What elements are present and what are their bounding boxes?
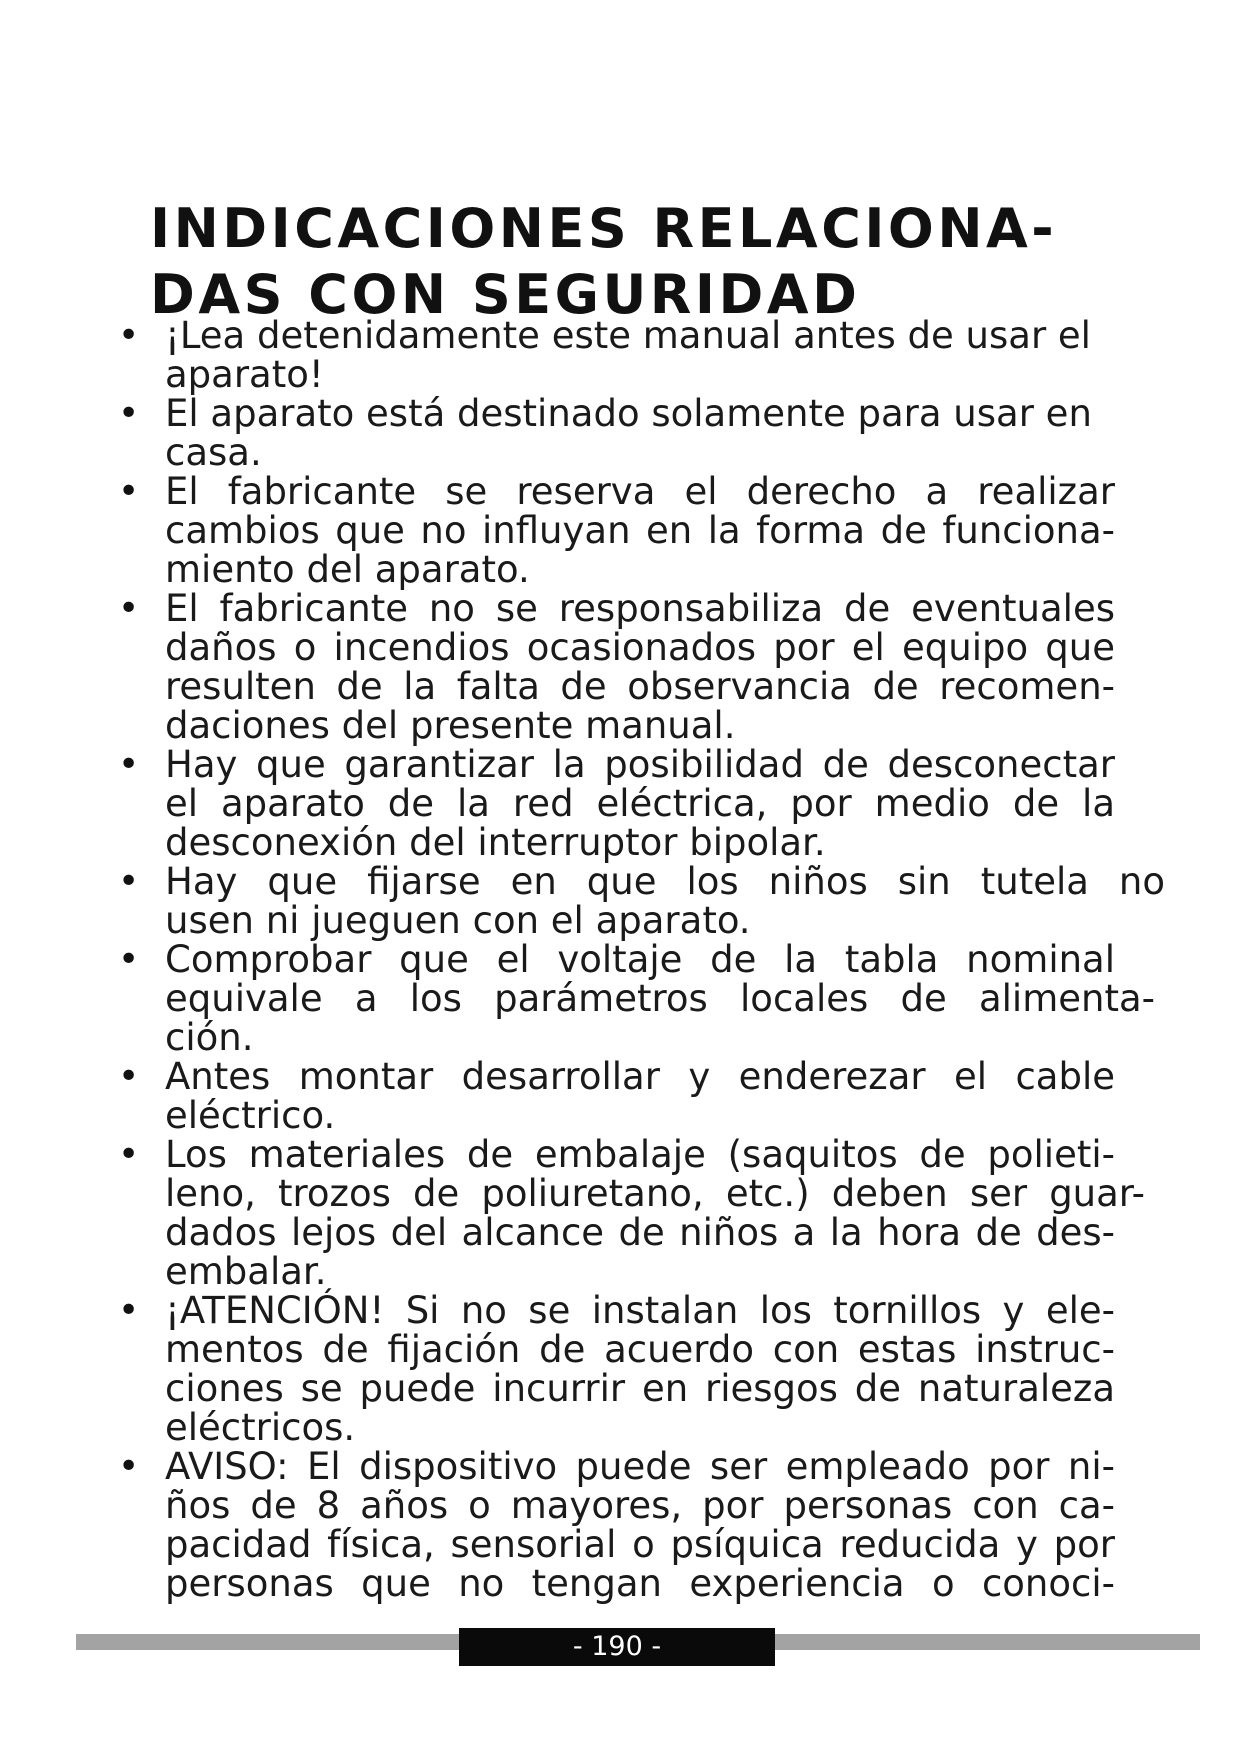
list-item-text: casa.: [165, 431, 262, 474]
list-item-text: dados lejos del alcance de niños a la hora de des-: [165, 1211, 1115, 1254]
list-item-text: ños de 8 años o mayores, por personas con ca-: [165, 1484, 1115, 1527]
list-item-text: ¡ATENCIÓN! Si no se instalan los tornillos y ele-: [165, 1289, 1115, 1332]
bullet-icon: •: [118, 588, 140, 629]
list-item-text: eléctrico.: [165, 1094, 336, 1137]
list-item: [0, 745, 1241, 862]
bullet-icon: •: [118, 1056, 140, 1097]
list-item-text: daciones del presente manual.: [165, 704, 736, 747]
list-item-text: usen ni jueguen con el aparato.: [165, 899, 751, 942]
list-item-text: Antes montar desarrollar y enderezar el cable: [165, 1055, 1115, 1098]
title-line-1: INDICACIONES RELACIONA-: [150, 197, 1058, 261]
list-item-text: embalar.: [165, 1250, 327, 1293]
list-item-text: ciones se puede incurrir en riesgos de naturaleza: [165, 1367, 1115, 1410]
list-item-text: Hay que fijarse en que los niños sin tutela no: [165, 860, 1165, 903]
list-item-text: resulten de la falta de observancia de recomen-: [165, 665, 1115, 708]
list-item: [0, 472, 1241, 589]
list-item-text: mentos de fijación de acuerdo con estas instruc-: [165, 1328, 1115, 1371]
list-item: [0, 589, 1241, 745]
list-item-text: pacidad física, sensorial o psíquica reducida y por: [165, 1523, 1115, 1566]
list-item-text: Hay que garantizar la posibilidad de desconectar: [165, 743, 1115, 786]
list-item-text: leno, trozos de poliuretano, etc.) deben ser guar-: [165, 1172, 1145, 1215]
list-item: [0, 1447, 1241, 1603]
bullet-icon: •: [118, 861, 140, 902]
list-item-text: el aparato de la red eléctrica, por medio de la: [165, 782, 1115, 825]
list-item-text: AVISO: El dispositivo puede ser empleado por ni-: [165, 1445, 1115, 1488]
list-item-text: El fabricante no se responsabiliza de eventuales: [165, 587, 1115, 630]
list-item-text: El fabricante se reserva el derecho a realizar: [165, 470, 1115, 513]
list-item: [0, 316, 1241, 394]
list-item-text: desconexión del interruptor bipolar.: [165, 821, 826, 864]
bullet-icon: •: [118, 1446, 140, 1487]
list-item: [0, 394, 1241, 472]
list-item: [0, 1291, 1241, 1447]
list-item-text: ¡Lea detenidamente este manual antes de usar el: [165, 314, 1091, 357]
list-item-text: daños o incendios ocasionados por el equipo que: [165, 626, 1115, 669]
bullet-icon: •: [118, 393, 140, 434]
page-number: - 190 -: [459, 1628, 775, 1666]
list-item: [0, 940, 1241, 1057]
list-item-text: El aparato está destinado solamente para usar en: [165, 392, 1092, 435]
bullet-icon: •: [118, 1290, 140, 1331]
list-item: [0, 1135, 1241, 1291]
list-item: [0, 1057, 1241, 1135]
list-item-text: Comprobar que el voltaje de la tabla nominal: [165, 938, 1115, 981]
page-title: [150, 196, 1150, 328]
list-item: [0, 862, 1241, 940]
bullet-icon: •: [118, 939, 140, 980]
list-item-text: ción.: [165, 1016, 254, 1059]
list-item-text: personas que no tengan experiencia o conoci-: [165, 1562, 1115, 1605]
list-item-text: miento del aparato.: [165, 548, 530, 591]
list-item-text: cambios que no influyan en la forma de funciona-: [165, 509, 1115, 552]
title-line-2: DAS CON SEGURIDAD: [150, 263, 861, 327]
bullet-icon: •: [118, 315, 140, 356]
list-item-text: aparato!: [165, 353, 324, 396]
bullet-icon: •: [118, 744, 140, 785]
list-item-text: eléctricos.: [165, 1406, 356, 1449]
bullet-icon: •: [118, 1134, 140, 1175]
list-item-text: Los materiales de embalaje (saquitos de polieti-: [165, 1133, 1115, 1176]
list-item-text: equivale a los parámetros locales de alimenta-: [165, 977, 1155, 1020]
bullet-icon: •: [118, 471, 140, 512]
